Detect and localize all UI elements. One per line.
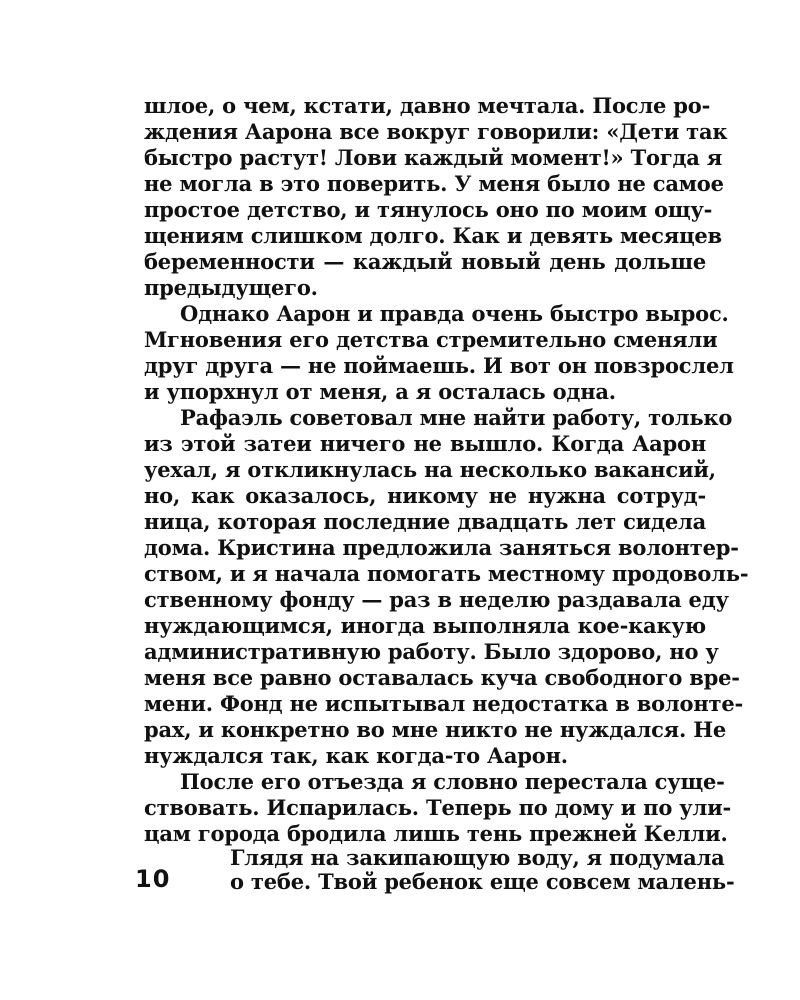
paragraph-first-line: После его отъезда я словно перестала суще-	[180, 769, 725, 794]
text-line: нуждался так, как когда-то Аарон.	[144, 743, 568, 768]
text-line: рах, и конкретно во мне никто не нуждался. Не	[144, 717, 727, 742]
text-line: ственному фонду — раз в неделю раздавала еду	[144, 587, 729, 612]
text-line: нуждающимся, иногда выполняла кое-какую	[144, 613, 706, 638]
text-line: мени. Фонд не испытывал недостатка в волонте-	[144, 691, 743, 716]
paragraph-first-line: Рафаэль советовал мне найти работу, только	[180, 405, 733, 430]
text-line: из этой затеи ничего не вышло. Когда Аарон	[144, 431, 706, 456]
text-line: ствовать. Испарилась. Теперь по дому и по ули-	[144, 795, 731, 820]
text-line: уехал, я откликнулась на несколько вакансий,	[144, 457, 716, 482]
text-line: щениям слишком долго. Как и девять месяцев	[144, 223, 722, 248]
text-line: предыдущего.	[144, 275, 318, 300]
text-line: цам города бродила лишь тень прежней Келли.	[144, 821, 728, 846]
paragraph-first-line: Однако Аарон и правда очень быстро вырос.	[180, 301, 729, 326]
text-line: быстро растут! Лови каждый момент!» Тогда я	[144, 145, 723, 170]
text-line: административную работу. Было здорово, но у	[144, 639, 719, 664]
text-line: беременности — каждый новый день дольше	[144, 249, 706, 274]
page-number: 10	[135, 865, 171, 893]
text-line: о тебе. Твой ребенок еще совсем малень-	[230, 869, 735, 894]
text-line: дома. Кристина предложила заняться волонтер-	[144, 535, 739, 560]
paragraph-first-line: Глядя на закипающую воду, я подумала	[230, 845, 725, 870]
text-line: не могла в это поверить. У меня было не самое	[144, 171, 724, 196]
text-line: но, как оказалось, никому не нужна сотруд-	[144, 483, 706, 508]
text-line: шлое, о чем, кстати, давно мечтала. После ро-	[144, 93, 711, 118]
text-line: ница, которая последние двадцать лет сидела	[144, 509, 706, 534]
text-line: друг друга — не поймаешь. И вот он повзрослел	[144, 353, 734, 378]
text-line: Мгновения его детства стремительно сменяли	[144, 327, 718, 352]
text-line: ством, и я начала помогать местному продоволь-	[144, 561, 749, 586]
text-line: меня все равно оставалась куча свободного вре-	[144, 665, 740, 690]
text-line: ждения Аарона все вокруг говорили: «Дети так	[144, 119, 728, 144]
text-line: и упорхнул от меня, а я осталась одна.	[144, 379, 616, 404]
text-line: простое детство, и тянулось оно по моим ощу-	[144, 197, 713, 222]
